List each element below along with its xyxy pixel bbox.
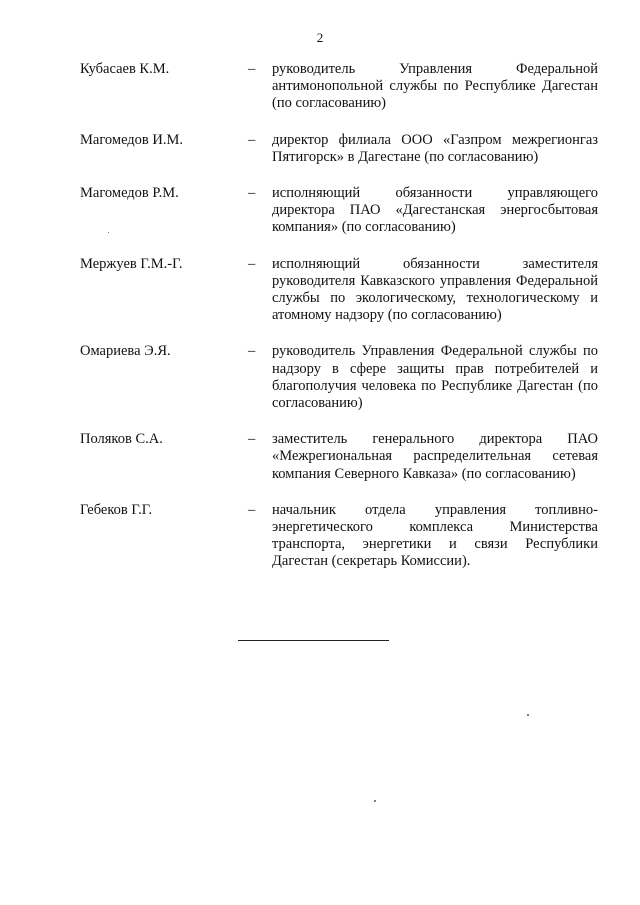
page-number: 2: [316, 30, 324, 45]
end-separator-line: [238, 640, 389, 641]
member-name: Магомедов Р.М.: [80, 185, 179, 202]
scan-speck: [374, 800, 376, 802]
member-position: начальник отдела управления топливно-энергетического комплекса Министерства транспорта, энергетики и связи Республики Дагестан (секретарь Комиссии).: [272, 501, 598, 570]
member-entry: [0, 185, 640, 237]
commission-member-list: [0, 61, 640, 590]
member-dash: –: [248, 131, 256, 148]
member-dash: –: [248, 431, 256, 448]
member-position: заместитель генерального директора ПАО «Межрегиональная распределительная сетевая компания Северного Кавказа» (по согласованию): [272, 431, 598, 482]
scan-speck: [108, 232, 109, 233]
member-position: директор филиала ООО «Газпром межрегионгаз Пятигорск» в Дагестане (по согласованию): [272, 131, 598, 165]
member-position: исполняющий обязанности заместителя руководителя Кавказского управления Федеральной службы по экологическому, технологическому и атомному надзору (по согласованию): [272, 255, 598, 324]
member-entry: [0, 61, 640, 113]
member-entry: [0, 256, 640, 325]
member-position: руководитель Управления Федеральной антимонопольной службы по Республике Дагестан (по согласованию): [272, 61, 598, 112]
member-name: Поляков С.А.: [80, 431, 163, 448]
member-position: исполняющий обязанности управляющего директора ПАО «Дагестанская энергосбытовая компания» (по согласованию): [272, 185, 598, 236]
member-dash: –: [248, 343, 256, 360]
member-name: Магомедов И.М.: [80, 131, 184, 148]
member-name: Мержуев Г.М.-Г.: [80, 255, 183, 272]
member-dash: –: [248, 61, 256, 77]
member-entry: [0, 502, 640, 571]
scan-speck: [527, 714, 529, 716]
member-entry: [0, 431, 640, 483]
member-name: Кубасаев К.М.: [80, 61, 170, 77]
member-dash: –: [248, 501, 256, 518]
member-entry: [0, 343, 640, 412]
member-name: Омариева Э.Я.: [80, 343, 171, 360]
member-name: Гебеков Г.Г.: [80, 501, 153, 518]
member-entry: [0, 132, 640, 166]
member-dash: –: [248, 255, 256, 272]
member-position: руководитель Управления Федеральной службы по надзору в сфере защиты прав потребителей и благополучия человека по Республике Дагестан (по согласованию): [272, 343, 598, 412]
member-dash: –: [248, 185, 256, 202]
